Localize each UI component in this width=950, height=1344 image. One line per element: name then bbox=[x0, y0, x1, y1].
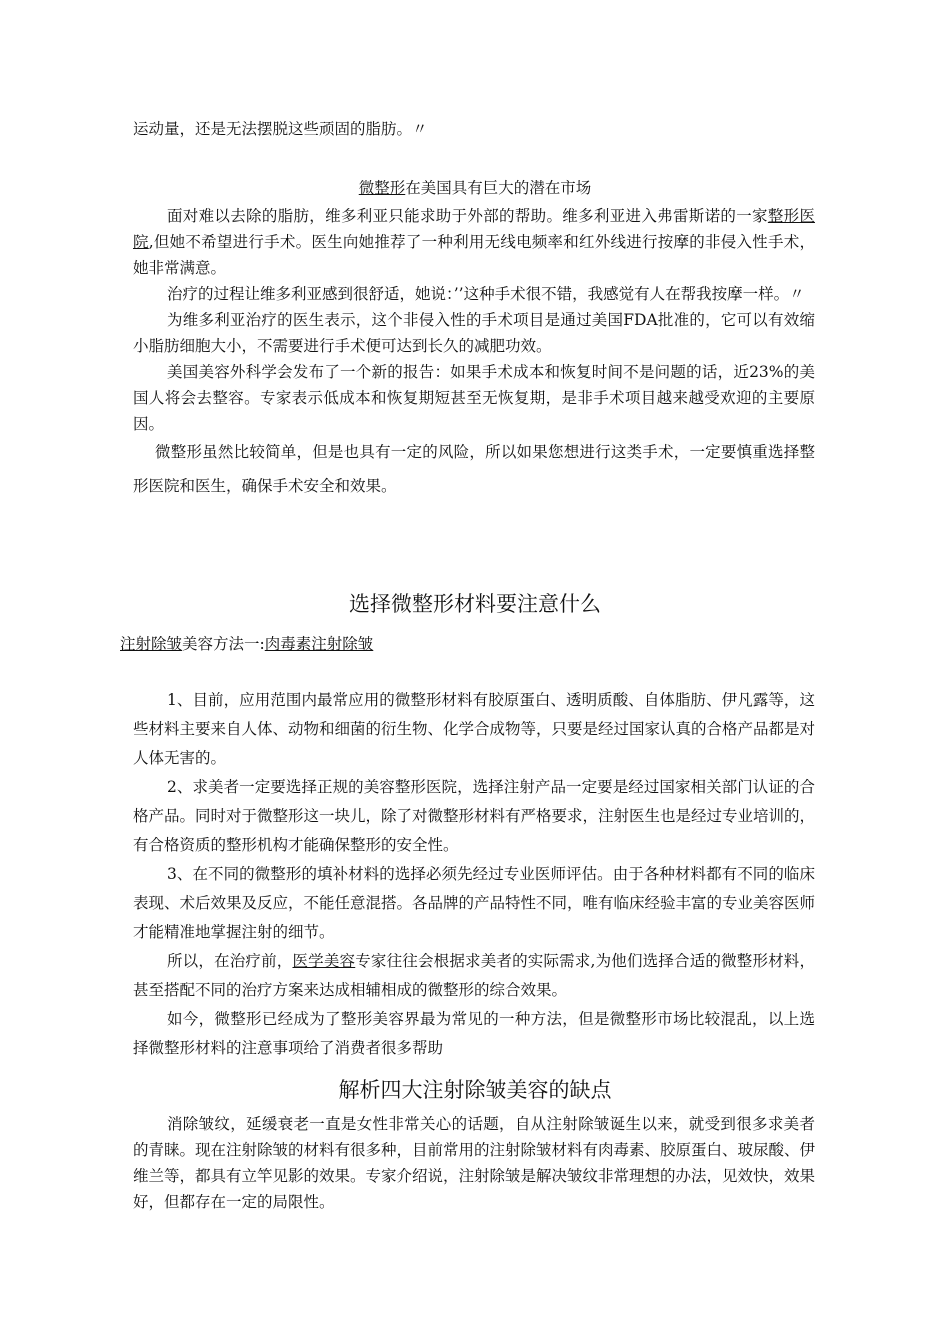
section1-p2: 治疗的过程让维多利亚感到很舒适，她说：’’这种手术很不错，我感觉有人在帮我按摩一样。〃 bbox=[167, 285, 805, 303]
link-botox[interactable]: 肉毒素注射除皱 bbox=[264, 635, 374, 653]
p4-text-a: 所以，在治疗前， bbox=[167, 952, 293, 970]
link-plastic-hospital[interactable]: 整形医院 bbox=[133, 207, 815, 251]
section2-p2: 2、求美者一定要选择正规的美容整形医院，选择注射产品一定要是经过国家相关部门认证的合格产品。同时对于微整形这一块儿，除了对微整形材料有严格要求，注射医生也是经过专业培训的，有合格资质的整形机构才能确保整形的安全性。 bbox=[133, 778, 816, 854]
top-line bbox=[133, 116, 815, 142]
p1-text-a: 面对难以去除的脂肪，维多利亚只能求助于外部的帮助。维多利亚进入弗雷斯诺的一家 bbox=[167, 207, 768, 225]
link-line-mid: 美容方法一: bbox=[182, 635, 265, 653]
section2-body bbox=[133, 686, 815, 1063]
link-injection-wrinkle[interactable]: 注射除皱 bbox=[120, 635, 183, 653]
section2-link-line bbox=[120, 632, 373, 654]
section3-body bbox=[133, 1111, 815, 1215]
section2-p5: 如今，微整形已经成为了整形美容界最为常见的一种方法，但是微整形市场比较混乱，以上选择微整形材料的注意事项给了消费者很多帮助 bbox=[133, 1010, 815, 1057]
p1-text-b: ,但她不希望进行手术。医生向她推荐了一种利用无线电频率和红外线进行按摩的非侵入性手术，她非常满意。 bbox=[133, 233, 815, 277]
top-line-text: 运动量，还是无法摆脱这些顽固的脂肪。〃 bbox=[133, 120, 428, 138]
section2-p3: 3、在不同的微整形的填补材料的选择必须先经过专业医师评估。由于各种材料都有不同的临床表现、术后效果及反应，不能任意混搭。各品牌的产品特性不同，唯有临床经验丰富的专业美容医师才能精准地掌握注射的细节。 bbox=[133, 865, 816, 941]
section1-p1 bbox=[133, 203, 815, 281]
section1-p3: 为维多利亚治疗的医生表示，这个非侵入性的手术项目是通过美国FDA批准的，它可以有效缩小脂肪细胞大小，不需要进行手术便可达到长久的减肥功效。 bbox=[133, 311, 815, 355]
section2-heading-text: 选择微整形材料要注意什么 bbox=[349, 592, 601, 616]
section2-p1: 1、目前，应用范围内最常应用的微整形材料有胶原蛋白、透明质酸、自体脂肪、伊凡露等，这些材料主要来自人体、动物和细菌的衍生物、化学合成物等，只要是经过国家认真的合格产品都是对人体无害的。 bbox=[133, 691, 816, 767]
section1-title-rest: 在美国具有巨大的潜在市场 bbox=[405, 179, 592, 197]
section3-heading bbox=[0, 1074, 950, 1104]
section1-p5: 微整形虽然比较简单，但是也具有一定的风险，所以如果您想进行这类手术，一定要慎重选择整形医院和医生，确保手术安全和效果。 bbox=[133, 443, 815, 495]
section1-title bbox=[0, 176, 950, 200]
link-medical-beauty[interactable]: 医学美容 bbox=[292, 952, 356, 970]
section1-body bbox=[133, 203, 815, 503]
section1-p4: 美国美容外科学会发布了一个新的报告：如果手术成本和恢复时间不是问题的话，近23%的美国人将会去整容。专家表示低成本和恢复期短甚至无恢复期，是非手术项目越来越受欢迎的主要原因。 bbox=[133, 363, 815, 433]
section2-p4 bbox=[133, 947, 815, 1005]
title-link-microplastic[interactable]: 微整形 bbox=[358, 179, 406, 197]
section3-heading-text: 解析四大注射除皱美容的缺点 bbox=[338, 1078, 612, 1102]
section2-heading bbox=[0, 588, 950, 618]
p4-text-b: 专家往往会根据求美者的实际需求,为他们选择合适的微整形材料，甚至搭配不同的治疗方案来达成相辅相成的微整形的综合效果。 bbox=[133, 952, 815, 999]
section3-p1: 消除皱纹，延缓衰老一直是女性非常关心的话题，自从注射除皱诞生以来，就受到很多求美者的青睐。现在注射除皱的材料有很多种，目前常用的注射除皱材料有肉毒素、胶原蛋白、玻尿酸、伊维兰等，都具有立竿见影的效果。专家介绍说，注射除皱是解决皱纹非常理想的办法，见效快，效果好，但都存在一定的局限性。 bbox=[133, 1115, 816, 1211]
